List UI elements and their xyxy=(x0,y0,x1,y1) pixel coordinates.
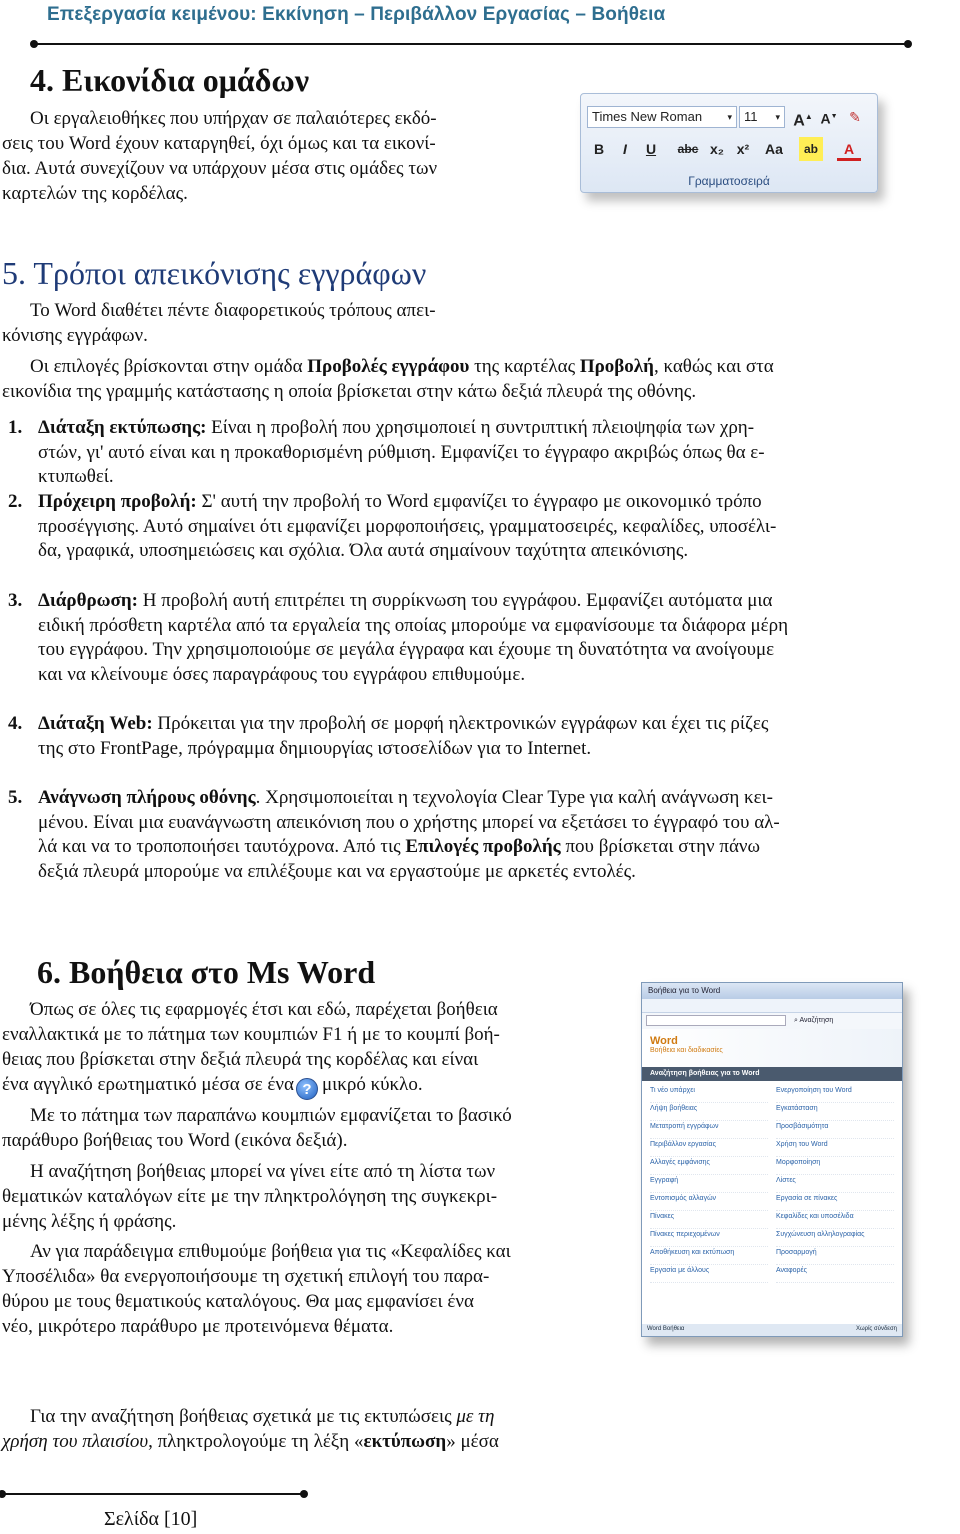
section-6-paragraph-1 xyxy=(2,997,576,1100)
italic-run: χρήση του πλαισίου xyxy=(2,1431,149,1452)
text-line: εναλλακτικά με το πάτημα των κουμπιών F1 ή με το κουμπί βοή- xyxy=(2,1024,500,1045)
help-topic-link: Αποθήκευση και εκτύπωση xyxy=(650,1247,768,1265)
help-topic-link: Αναφορές xyxy=(776,1265,894,1283)
text-run: Σ' αυτή την προβολή το Word εμφανίζει το έγγραφο με οικονομικό τρόπο xyxy=(196,491,762,512)
clear-formatting-icon: ✎ xyxy=(849,109,861,125)
list-item-body xyxy=(38,786,888,884)
text-line: εικονίδια της γραμμής κατάστασης η οποία βρίσκεται στην κάτω δεξιά πλευρά της οθόνης. xyxy=(2,381,697,402)
item-name: Διάρθρωση: xyxy=(38,590,139,611)
section-6-paragraph-3 xyxy=(2,1159,576,1234)
text-run: , καθώς και στα xyxy=(653,356,774,377)
text-line: δα, γραφικά, υποσημειώσεις και σχόλια. Όλα αυτά σημαίνουν ταχύτητα απεικόνισης. xyxy=(38,540,689,562)
help-brand-title: Word xyxy=(650,1035,678,1047)
search-icon: ⌕ xyxy=(793,1017,798,1025)
help-topics-grid xyxy=(642,1081,902,1287)
list-item-body xyxy=(38,490,888,564)
section-6-paragraph-4 xyxy=(2,1239,576,1339)
grow-font-icon: A▲ xyxy=(793,112,813,130)
list-item-body xyxy=(38,416,888,490)
running-header: Επεξεργασία κειμένου: Εκκίνηση – Περιβάλλον Εργασίας – Βοήθεια xyxy=(47,4,666,25)
help-window-toolbar xyxy=(642,999,902,1013)
help-status-left: Word Βοήθεια xyxy=(647,1326,685,1332)
list-item-body xyxy=(38,712,888,761)
page-number: Σελίδα [10] xyxy=(104,1508,198,1530)
strikethrough-icon: abc xyxy=(677,142,699,156)
item-name: Ανάγνωση πλήρους οθόνης xyxy=(38,787,256,808)
text-line: κόνισης εγγράφων. xyxy=(2,325,148,346)
text-line: θύρου με τους θεματικούς καταλόγους. Θα μας εμφανίσει ένα xyxy=(2,1291,474,1312)
list-item-body xyxy=(38,589,888,687)
section-5-intro xyxy=(2,298,514,348)
text-run: μικρό κύκλο. xyxy=(321,1074,423,1095)
dropdown-arrow-icon: ▾ xyxy=(775,112,780,122)
section-6-paragraph-2 xyxy=(2,1103,576,1153)
word-help-window-image xyxy=(641,982,903,1337)
help-topic-link: Τι νέο υπάρχει xyxy=(650,1085,768,1103)
help-topic-link: Αλλαγές εμφάνισης xyxy=(650,1157,768,1175)
text-line: Όπως σε όλες τις εφαρμογές έτσι και εδώ, παρέχεται βοήθεια xyxy=(30,999,498,1020)
text-line: Το Word διαθέτει πέντε διαφορετικούς τρόπους απει- xyxy=(30,300,436,321)
text-line: μένου. Είναι μια ευανάγνωστη απεικόνιση που ο χρήστης μπορεί να εξετάσει το έγγραφό του αλ- xyxy=(38,811,780,833)
item-name: Διάταξη εκτύπωσης: xyxy=(38,417,207,438)
text-line: δεξιά πλευρά μπορούμε να επιλέξουμε και να εργαστούμε με αρκετές εντολές. xyxy=(38,860,636,882)
help-search-box xyxy=(646,1015,786,1026)
text-line: Αν για παράδειγμα επιθυμούμε βοήθεια για τις «Κεφαλίδες και xyxy=(30,1241,511,1262)
help-window-title: Βοήθεια για το Word xyxy=(642,983,902,999)
text-line: Οι εργαλειοθήκες που υπήρχαν σε παλαιότερες εκδό- xyxy=(30,108,437,129)
font-color-icon: A xyxy=(837,137,861,161)
help-topic-link: Κεφαλίδες και υποσέλιδα xyxy=(776,1211,894,1229)
list-number: 2. xyxy=(8,491,23,512)
bold-icon: B xyxy=(593,141,605,157)
list-number: 4. xyxy=(8,713,23,734)
help-question-icon: ? xyxy=(296,1078,318,1100)
list-number: 1. xyxy=(8,417,23,438)
text-run: » μέσα xyxy=(446,1431,499,1452)
subscript-icon: x₂ xyxy=(709,141,724,157)
text-run: λά και να το τροποποιήσει ταυτόχρονα. Από τις xyxy=(38,836,406,858)
rule-end-dot xyxy=(904,40,912,48)
shrink-font-icon: A▼ xyxy=(820,110,838,127)
font-size-box xyxy=(739,106,785,128)
text-line: και να κλείνουμε όσες παραγράφους του εγγράφου επιθυμούμε. xyxy=(38,663,526,685)
help-topics-bar: Αναζήτηση βοήθειας για το Word xyxy=(642,1067,902,1081)
highlight-icon: ab xyxy=(799,137,823,161)
text-line: θειας που βρίσκεται στην δεξιά πλευρά της κορδέλας και είναι xyxy=(2,1049,479,1070)
help-topic-link: Μετατροπή εγγράφων xyxy=(650,1121,768,1139)
help-topic-link: Εργασία σε πίνακες xyxy=(776,1193,894,1211)
italic-run: με τη xyxy=(456,1406,495,1427)
bold-run: εκτύπωση xyxy=(363,1431,447,1452)
text-line: της στο FrontPage, πρόγραμμα δημιουργίας ιστοσελίδων για το Internet. xyxy=(38,737,592,759)
help-window-search xyxy=(642,1013,902,1029)
help-topic-link: Ενεργοποίηση του Word xyxy=(776,1085,894,1103)
help-search-button xyxy=(794,1017,833,1025)
change-case-icon: Aa xyxy=(765,141,783,157)
text-line: Η αναζήτηση βοήθειας μπορεί να γίνει είτε από τη λίστα των xyxy=(30,1161,496,1182)
section-4-paragraph xyxy=(2,106,514,206)
help-topic-link: Χρήση του Word xyxy=(776,1139,894,1157)
help-topic-link: Συγχώνευση αλληλογραφίας xyxy=(776,1229,894,1247)
text-line: σεις του Word έχουν καταργηθεί, όχι όμως και τα εικονί- xyxy=(2,133,436,154)
item-name: Διάταξη Web: xyxy=(38,713,153,734)
bold-run: Επιλογές προβολής xyxy=(405,836,561,858)
superscript-icon: x² xyxy=(736,141,750,157)
help-topic-link: Εργασία με άλλους xyxy=(650,1265,768,1283)
text-run: . Χρησιμοποιείται η τεχνολογία Clear Type για καλή ανάγνωση κει- xyxy=(255,787,774,808)
text-run: ένα αγγλικό ερωτηματικό μέσα σε ένα xyxy=(2,1074,294,1095)
text-line: καρτελών της κορδέλας. xyxy=(2,183,188,204)
item-name: Πρόχειρη προβολή: xyxy=(38,491,197,512)
text-line: Με το πάτημα των παραπάνω κουμπιών εμφανίζεται το βασικό xyxy=(30,1105,512,1126)
help-topic-link: Μορφοποίηση xyxy=(776,1157,894,1175)
font-name-box xyxy=(587,106,737,128)
underline-icon: U xyxy=(645,141,657,157)
search-button-label: Αναζήτηση xyxy=(799,1017,834,1025)
help-topic-link: Λήψη βοήθειας xyxy=(650,1103,768,1121)
section-5-options-paragraph xyxy=(2,354,888,404)
help-topic-link: Πίνακες xyxy=(650,1211,768,1229)
rule-end-dot xyxy=(30,40,38,48)
help-topic-link: Προσβάσιμότητα xyxy=(776,1121,894,1139)
help-window-status-bar xyxy=(642,1324,902,1336)
help-topic-link: Λίστες xyxy=(776,1175,894,1193)
text-run: , πληκτρολογούμε τη λέξη « xyxy=(148,1431,364,1452)
text-line: παράθυρο βοήθειας του Word (εικόνα δεξιά). xyxy=(2,1130,348,1151)
text-run: Για την αναζήτηση βοήθειας σχετικά με τις εκτυπώσεις xyxy=(30,1406,457,1427)
bold-run: Προβολές εγγράφου xyxy=(307,356,470,377)
text-run: που βρίσκεται στην πάνω xyxy=(560,836,761,858)
bold-run: Προβολή xyxy=(579,356,654,377)
text-run: Η προβολή αυτή επιτρέπει τη συρρίκνωση του εγγράφου. Εμφανίζει αυτόματα μια xyxy=(138,590,773,611)
help-topic-link: Προσαρμογή xyxy=(776,1247,894,1265)
text-line: νέο, μικρότερο παράθυρο με προτεινόμενα θέματα. xyxy=(2,1316,394,1337)
text-run: Οι επιλογές βρίσκονται στην ομάδα xyxy=(30,356,308,377)
rule-end-dot xyxy=(300,1490,308,1498)
text-run: Είναι η προβολή που χρησιμοποιεί η συντριπτική πλειοψηφία των χρη- xyxy=(206,417,755,438)
help-window-brand xyxy=(642,1029,902,1067)
text-line: του εγγράφου. Την χρησιμοποιούμε σε μεγάλα έγγραφα και έχουμε τη δυνατότητα να ανοίγουμε xyxy=(38,639,775,661)
italic-icon: I xyxy=(623,141,627,157)
text-line: μένης λέξης ή φράσης. xyxy=(2,1211,177,1232)
help-topic-link: Πίνακες περιεχομένων xyxy=(650,1229,768,1247)
help-status-right: Χωρίς σύνδεση xyxy=(855,1326,897,1332)
help-topic-link: Περιβάλλον εργασίας xyxy=(650,1139,768,1157)
text-line: προσέγγισης. Αυτό σημαίνει ότι εμφανίζει μορφοποιήσεις, γραμματοσειρές, κεφαλίδες, υποσέλι- xyxy=(38,515,777,537)
help-topic-link: Εγκατάσταση xyxy=(776,1103,894,1121)
font-group-label: Γραμματοσειρά xyxy=(688,174,770,188)
text-line: ειδική πρόσθετη καρτέλα από τα εργαλεία της οποίας μπορούμε να εμφανίσουμε τα διάφορα μέρη xyxy=(38,614,789,636)
section-5-title: 5. Τρόποι απεικόνισης εγγράφων xyxy=(2,255,427,291)
text-run: της καρτέλας xyxy=(469,356,580,377)
font-size-value: 11 xyxy=(744,109,758,124)
help-topic-link: Εγγραφή xyxy=(650,1175,768,1193)
text-line: κτυπωθεί. xyxy=(38,466,114,488)
rule-end-dot xyxy=(0,1490,6,1498)
text-line: δια. Αυτά συνεχίζουν να υπάρχουν μέσα στις ομάδες των xyxy=(2,158,438,179)
section-4-title: 4. Εικονίδια ομάδων xyxy=(30,62,310,98)
text-run: Πρόκειται για την προβολή σε μορφή ηλεκτρονικών εγγράφων και έχει τις ρίζες xyxy=(152,713,769,734)
font-name-value: Times New Roman xyxy=(592,109,703,124)
text-line: στών, γι' αυτό είναι και η προκαθορισμένη ρύθμιση. Εμφανίζει το έγγραφο ακριβώς όπως θα ε- xyxy=(38,441,765,463)
help-topic-link: Εντοπισμός αλλαγών xyxy=(650,1193,768,1211)
text-line: Υποσέλιδα» θα ενεργοποιήσουμε τη σχετική επιλογή του παρα- xyxy=(2,1266,490,1287)
help-brand-subtitle: Βοήθεια και διαδικασίες xyxy=(650,1047,723,1054)
text-line xyxy=(2,354,888,379)
header-rule xyxy=(34,43,908,45)
text-line: θεματικών καταλόγων είτε με την πληκτρολόγηση της συγκεκρι- xyxy=(2,1186,498,1207)
ribbon-font-group-image xyxy=(580,93,878,193)
section-6-title: 6. Βοήθεια στο Ms Word xyxy=(37,954,376,990)
section-6-paragraph-5 xyxy=(2,1404,576,1454)
list-number: 3. xyxy=(8,590,23,611)
list-number: 5. xyxy=(8,787,23,808)
footer-rule xyxy=(2,1493,304,1495)
dropdown-arrow-icon: ▾ xyxy=(727,112,732,122)
